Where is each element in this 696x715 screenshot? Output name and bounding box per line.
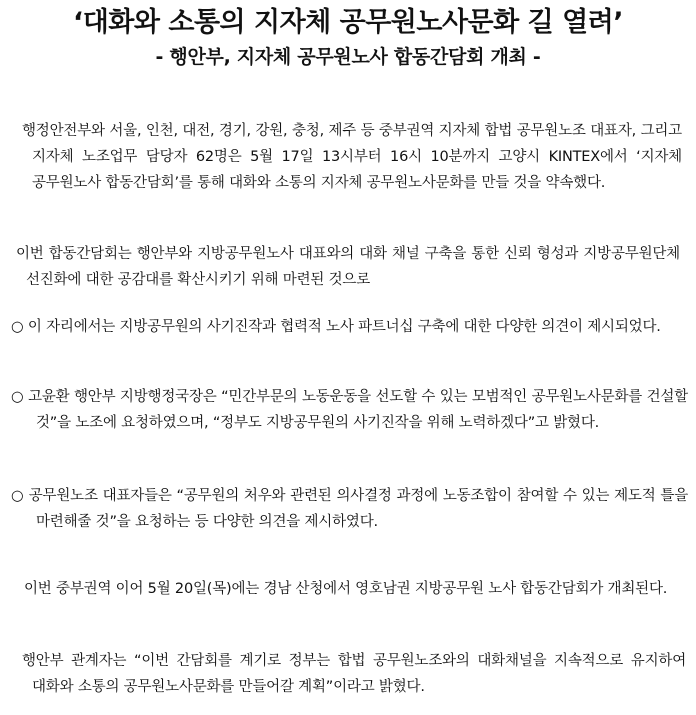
page-subtitle: - 행안부, 지자체 공무원노사 합동간담회 개최 - bbox=[155, 46, 541, 68]
bullet-item-union-requests: ○ 공무원노조 대표자들은 “공무원의 처우와 관련된 의사결정 과정에 노동조합이 참여할 수 있는 제도적 틀을 마련해줄 것”을 요청하는 등 다양한 의견을 제시하였다. bbox=[11, 488, 688, 530]
page-title: ‘대화와 소통의 지자체 공무원노사문화 길 열려’ bbox=[72, 7, 624, 38]
bullet-item-director-remarks: ○ 고윤환 행안부 지방행정국장은 “민간부문의 노동운동을 선도할 수 있는 모범적인 공무원노사문화를 건설할 것”을 노조에 요청하였으며, “정부도 지방공무원의 사기진작을 위해 노력하겠다”고 밝혔다. bbox=[11, 389, 688, 431]
intro-paragraph: 행정안전부와 서울, 인천, 대전, 경기, 강원, 충청, 제주 등 중부권역 지자체 합법 공무원노조 대표자, 그리고 지자체 노조업무 담당자 62명은 5월 17일 13시부터 16시 10분까지 고양시 KINTEX에서 ‘지자체 공무원노사 합동간담회’를 통해 대화와 소통의 지자체 공무원노사문화를 만들 것을 약속했다. bbox=[22, 123, 682, 191]
official-statement-paragraph: 행안부 관계자는 “이번 간담회를 계기로 정부는 합법 공무원노조와의 대화채널을 지속적으로 유지하여 대화와 소통의 공무원노사문화를 만들어갈 계획”이라고 밝혔다. bbox=[22, 653, 686, 695]
next-event-paragraph: 이번 중부권역 이어 5월 20일(목)에는 경남 산청에서 영호남권 지방공무원 노사 합동간담회가 개최된다. bbox=[24, 581, 668, 597]
bullet-item-opinions: ○ 이 자리에서는 지방공무원의 사기진작과 협력적 노사 파트너십 구축에 대한 다양한 의견이 제시되었다. bbox=[11, 319, 661, 335]
background-paragraph: 이번 합동간담회는 행안부와 지방공무원노사 대표와의 대화 채널 구축을 통한 신뢰 형성과 지방공무원단체 선진화에 대한 공감대를 확산시키기 위해 마련된 것으로 bbox=[16, 246, 680, 288]
